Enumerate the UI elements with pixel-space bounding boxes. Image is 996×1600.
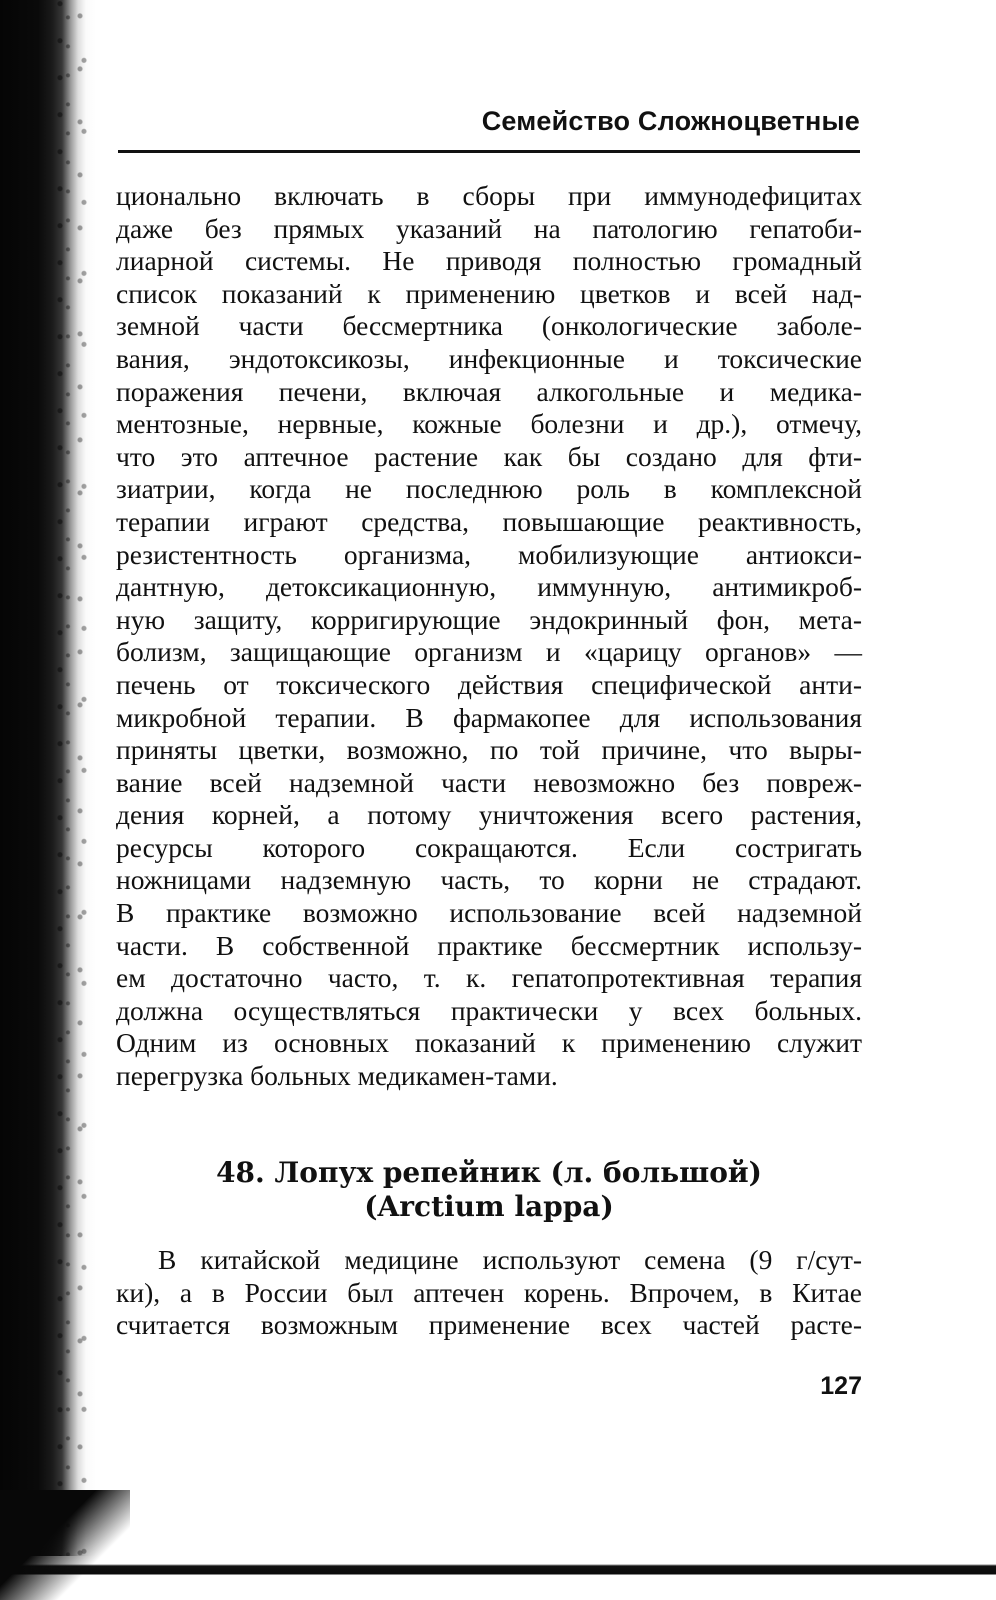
text-line: даже без прямых указаний на патологию гепатоби- [116,212,862,244]
text-line: дения корней, а потому уничтожения всего растения, [116,799,862,831]
text-line: зиатрии, когда не последнюю роль в комплексной [116,473,862,505]
text-line: ем достаточно часто, т. к. гепатопротективная терапия [116,962,862,994]
text-line: земной части бессмертника (онкологические заболе- [116,310,862,342]
text-line: ресурсы которого сокращаются. Если состригать [116,831,862,863]
section-heading [116,1156,862,1224]
text-line: перегрузка больных медикамен-тами. [116,1060,558,1092]
body-paragraph-1 [116,180,862,1093]
text-line: резистентность организма, мобилизующие антиокси- [116,538,862,570]
page-number: 127 [820,1372,862,1400]
text-line: ную защиту, корригирующие эндокринный фон, мета- [116,603,862,635]
running-head-title: Семейство Сложноцветные [481,106,860,136]
text-line: приняты цветки, возможно, по той причине, что выры- [116,734,862,766]
text-line: вания, эндотоксикозы, инфекционные и токсические [116,342,862,374]
text-line: печень от токсического действия специфической анти- [116,668,862,700]
text-line: ки), а в России был аптечен корень. Впрочем, в Китае [116,1276,862,1308]
text-line: список показаний к применению цветков и всей над- [116,277,862,309]
section-heading-title: 48. Лопух репейник (л. большой) [216,1156,762,1189]
section-heading-latin-name: (Arctium lappa) [364,1190,614,1223]
binding-speckle [52,0,92,1600]
running-head [118,100,860,153]
text-line: В китайской медицине используют семена (9 г/сут- [158,1244,862,1275]
text-line: ционально включать в сборы при иммунодефицитах [116,180,862,211]
text-line: микробной терапии. В фармакопее для использования [116,701,862,733]
text-line: дантную, детоксикационную, иммунную, антимикроб- [116,571,862,603]
body-paragraph-2 [116,1244,862,1342]
text-line: ментозные, нервные, кожные болезни и др.), отмечу, [116,408,862,440]
text-line: ножницами надземную часть, то корни не страдают. [116,864,862,896]
text-line: болизм, защищающие организм и «царицу органов» — [116,636,862,668]
text-line: лиарной системы. Не приводя полностью громадный [116,245,862,277]
page-bottom-edge [0,1556,996,1600]
text-line: терапии играют средства, повышающие реактивность, [116,505,862,537]
text-line: что это аптечное растение как бы создано для фти- [116,440,862,472]
text-line: поражения печени, включая алкогольные и медика- [116,375,862,407]
text-line: Одним из основных показаний к применению служит [116,1027,862,1059]
text-line: вание всей надземной части невозможно без повреж- [116,766,862,798]
text-line: В практике возможно использование всей надземной [116,897,862,929]
text-line: считается возможным применение всех частей расте- [116,1309,862,1341]
text-line: части. В собственной практике бессмертник использу- [116,929,862,961]
page-bottom-corner [0,1490,130,1600]
text-line: должна осуществляться практически у всех больных. [116,994,862,1026]
